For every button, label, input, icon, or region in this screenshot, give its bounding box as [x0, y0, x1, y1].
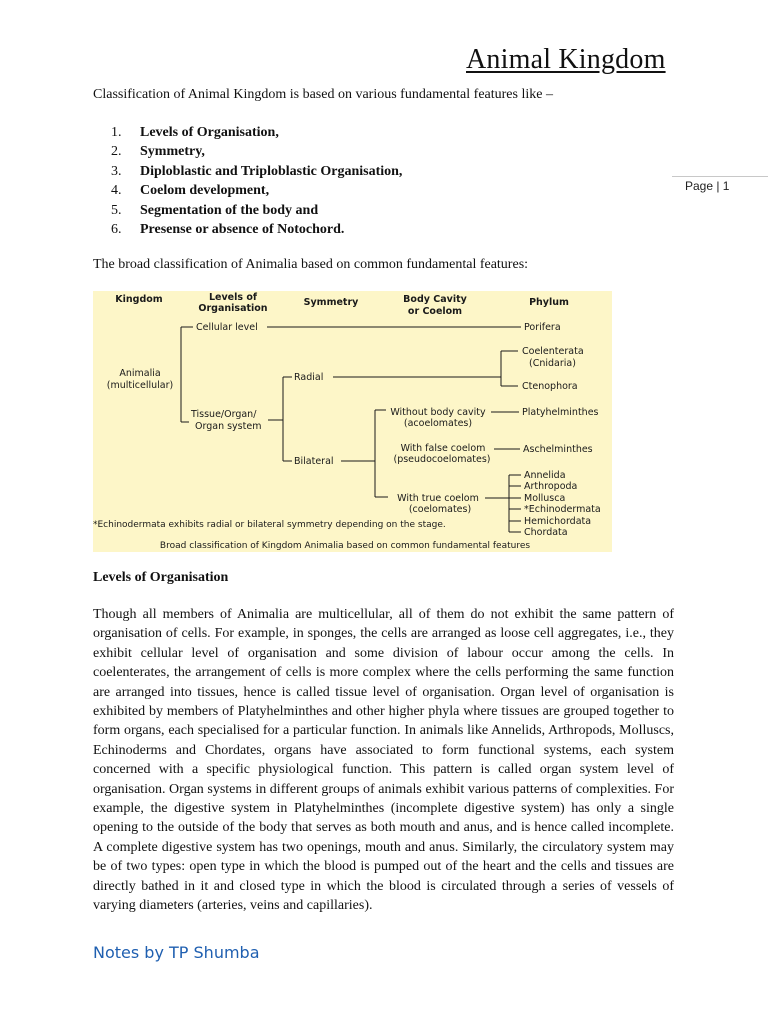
header-cavity-2: or Coelom — [407, 306, 463, 317]
list-number: 3. — [111, 163, 122, 179]
phylum-annelida: Annelida — [524, 470, 566, 481]
list-text: Presense or absence of Notochord. — [140, 221, 345, 237]
feature-list — [111, 123, 402, 239]
phylum-hemichordata: Hemichordata — [524, 516, 592, 527]
footer-notes: Notes by TP Shumba — [93, 943, 260, 962]
list-number: 2. — [111, 144, 122, 160]
classification-diagram — [93, 291, 612, 552]
diagram-footnote: *Echinodermata exhibits radial or bilateral symmetry depending on the stage. — [93, 520, 446, 530]
list-number: 5. — [111, 202, 122, 218]
list-text: Diploblastic and Triploblastic Organisation, — [140, 163, 403, 179]
cellular-level: Cellular level — [196, 322, 258, 333]
list-text: Coelom development, — [140, 183, 270, 199]
kingdom-multicellular: (multicellular) — [106, 380, 174, 391]
list-item — [111, 220, 402, 239]
list-number: 1. — [111, 125, 122, 140]
phylum-mollusca: Mollusca — [524, 493, 566, 504]
section-heading: Levels of Organisation — [93, 570, 229, 585]
phylum-ctenophora: Ctenophora — [522, 381, 578, 392]
list-number: 6. — [111, 221, 122, 237]
header-levels-2: Organisation — [198, 303, 268, 314]
page-number: Page | 1 — [685, 179, 730, 193]
list-text: Symmetry, — [140, 144, 205, 160]
symmetry-radial: Radial — [294, 372, 324, 383]
coelomates-2: (coelomates) — [408, 504, 472, 515]
tissue-level-2: Organ system — [195, 421, 262, 432]
phylum-chordata: Chordata — [524, 527, 568, 538]
list-text: Segmentation of the body and — [140, 202, 319, 218]
list-text: Levels of Organisation, — [140, 125, 279, 140]
phylum-cnidaria: (Cnidaria) — [529, 358, 576, 369]
acoelomates-1: Without body cavity — [390, 407, 486, 418]
header-levels-1: Levels of — [208, 292, 258, 303]
symmetry-bilateral: Bilateral — [294, 456, 334, 467]
phylum-arthropoda: Arthropoda — [524, 481, 578, 492]
diagram-caption: Broad classification of Kingdom Animalia based on common fundamental features — [159, 541, 531, 551]
classification-tree — [93, 291, 612, 552]
header-kingdom: Kingdom — [115, 294, 163, 305]
pseudocoelomates-2: (pseudocoelomates) — [393, 454, 491, 465]
header-phylum: Phylum — [529, 297, 569, 308]
intro-text: Classification of Animal Kingdom is based on various fundamental features like – — [93, 87, 553, 102]
phylum-platyhelminthes: Platyhelminthes — [522, 407, 599, 418]
diagram-intro: The broad classification of Animalia based on common fundamental features: — [93, 257, 529, 272]
acoelomates-2: (acoelomates) — [403, 418, 473, 429]
header-cavity-1: Body Cavity — [403, 294, 467, 305]
page-number-box — [672, 176, 768, 199]
kingdom-animalia: Animalia — [119, 368, 161, 379]
list-item — [111, 123, 402, 142]
phylum-aschelminthes: Aschelminthes — [523, 444, 593, 455]
phylum-porifera: Porifera — [524, 322, 561, 333]
pseudocoelomates-1: With false coelom — [400, 443, 486, 454]
list-number: 4. — [111, 183, 122, 199]
phylum-echinodermata: *Echinodermata — [524, 504, 601, 515]
document-title: Animal Kingdom — [466, 44, 666, 75]
list-item — [111, 181, 402, 200]
list-item — [111, 162, 402, 181]
list-item — [111, 201, 402, 220]
tissue-level-1: Tissue/Organ/ — [191, 409, 257, 420]
phylum-coelenterata: Coelenterata — [522, 346, 584, 357]
coelomates-1: With true coelom — [397, 493, 479, 504]
header-symmetry: Symmetry — [303, 297, 359, 308]
list-item — [111, 142, 402, 161]
body-paragraph: Though all members of Animalia are multicellular, all of them do not exhibit the same pattern of organisation of cells. For example, in sponges, the cells are arranged as loose cell aggregates, i.e., they exhibit cellular level of organisation and some division of labour occur among the cells. In coelenterates, the arrangement of cells is more complex where the cells performing the same function are arranged into tissues, hence is called tissue level of organisation. Organ level of organisation is exhibited by members of Platyhelminthes and other higher phyla where tissues are grouped together to form organs, each specialised for a particular function. In animals like Annelids, Arthropods, Molluscs, Echinoderms and Chordates, organs have associated to form functional systems, each system concerned with a specific physiological function. This pattern is called organ system level of organisation. Organ systems in different groups of animals exhibit various patterns of complexities. For example, the digestive system in Platyhelminthes (incomplete digestive system) has only a single opening to the outside of the body that serves as both mouth and anus, and is hence called incomplete. A complete digestive system has two openings, mouth and anus. Similarly, the circulatory system may be of two types: open type in which the blood is pumped out of the heart and the cells and tissues are directly bathed in it and closed type in which the blood is circulated through a series of vessels of varying diameters (arteries, veins and capillaries). — [93, 607, 674, 914]
